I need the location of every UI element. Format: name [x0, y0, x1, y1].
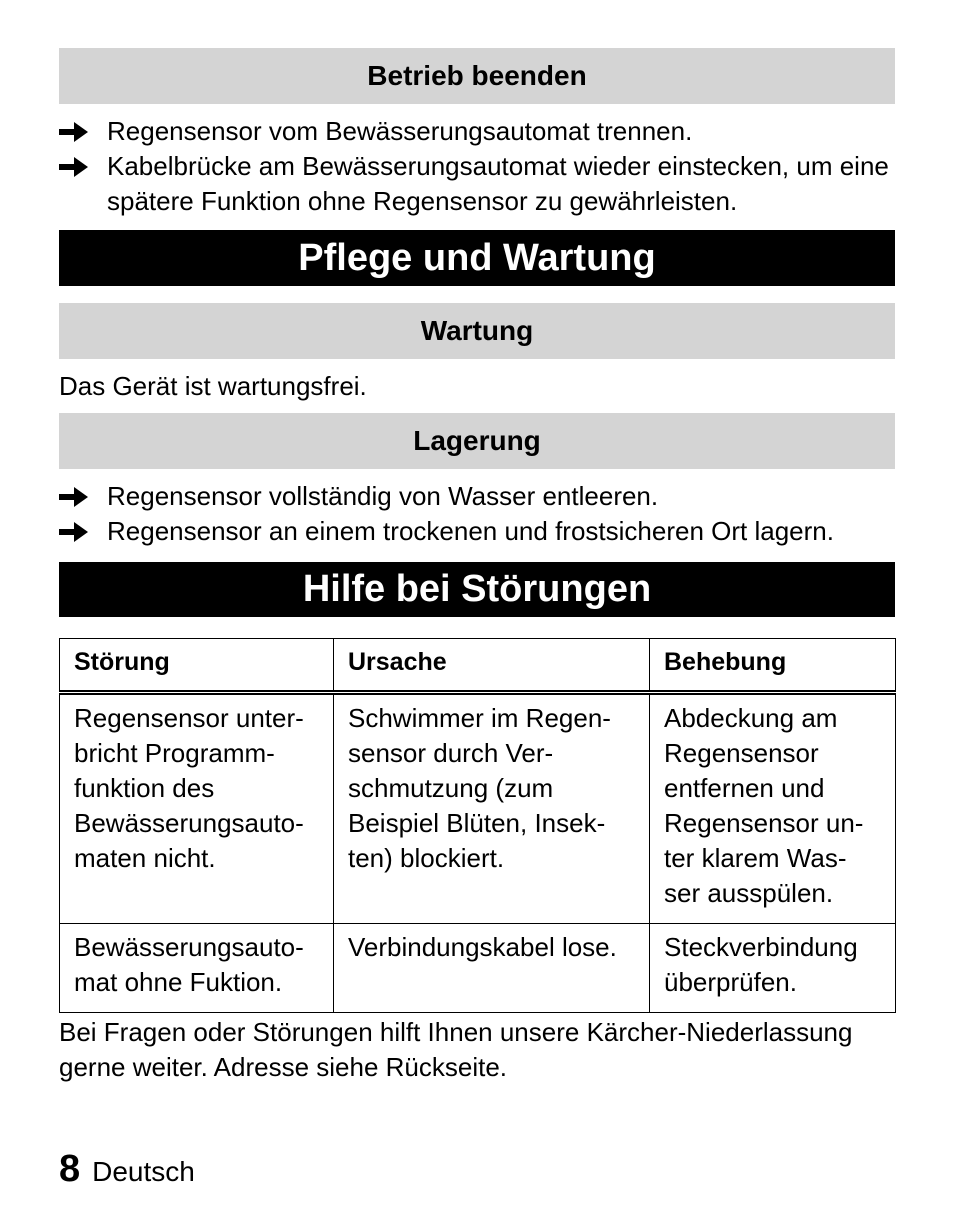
- arrow-right-icon: [59, 514, 107, 549]
- table-row: [60, 924, 896, 1013]
- section-heading-betrieb-beenden: Betrieb beenden: [59, 48, 895, 104]
- chapter-heading-pflege-und-wartung: Pflege und Wartung: [59, 230, 895, 286]
- step-item: [59, 114, 895, 149]
- column-header-behebung: Behebung: [650, 639, 896, 693]
- table-cell-stoerung: Regensensor unter- bricht Programm- funktion des Bewässerungsauto- maten nicht.: [60, 693, 334, 924]
- language-label: Deutsch: [92, 1156, 195, 1187]
- column-header-ursache: Ursache: [334, 639, 650, 693]
- table-cell-behebung: Abdeckung am Regensensor entfernen und Regensensor un- ter klarem Was- ser ausspülen.: [650, 693, 896, 924]
- step-text: Kabelbrücke am Bewässerungsautomat wieder einstecken, um eine spätere Funktion ohne Regensensor zu gewährleisten.: [107, 151, 889, 216]
- page-number: 8: [59, 1148, 81, 1190]
- step-text: Regensensor vollständig von Wasser entleeren.: [107, 481, 659, 511]
- page-footer: [59, 1148, 195, 1191]
- step-item: [59, 514, 895, 549]
- wartung-text: Das Gerät ist wartungsfrei.: [59, 371, 367, 401]
- table-cell-behebung: Steckverbindung überprüfen.: [650, 924, 896, 1013]
- lagerung-steps: [59, 479, 895, 549]
- step-text: Regensensor vom Bewässerungsautomat trennen.: [107, 116, 693, 146]
- section-heading-lagerung: Lagerung: [59, 413, 895, 469]
- chapter-heading-hilfe-bei-stoerungen: Hilfe bei Störungen: [59, 562, 895, 617]
- table-cell-stoerung: Bewässerungsauto- mat ohne Fuktion.: [60, 924, 334, 1013]
- arrow-right-icon: [59, 479, 107, 514]
- section-heading-wartung: Wartung: [59, 303, 895, 359]
- step-item: [59, 149, 895, 219]
- table-cell-ursache: Verbindungskabel lose.: [334, 924, 650, 1013]
- step-text: Regensensor an einem trockenen und frostsicheren Ort lagern.: [107, 516, 834, 546]
- betrieb-steps: [59, 114, 895, 219]
- table-header-row: [60, 639, 896, 693]
- support-note: Bei Fragen oder Störungen hilft Ihnen unsere Kärcher-Niederlassung gerne weiter. Adresse siehe Rückseite.: [59, 1017, 853, 1082]
- step-item: [59, 479, 895, 514]
- troubleshooting-table: [59, 638, 896, 1013]
- arrow-right-icon: [59, 114, 107, 149]
- manual-page: [59, 48, 895, 1085]
- table-cell-ursache: Schwimmer im Regen- sensor durch Ver- schmutzung (zum Beispiel Blüten, Insek- ten) blockiert.: [334, 693, 650, 924]
- arrow-right-icon: [59, 149, 107, 184]
- column-header-stoerung: Störung: [60, 639, 334, 693]
- table-row: [60, 693, 896, 924]
